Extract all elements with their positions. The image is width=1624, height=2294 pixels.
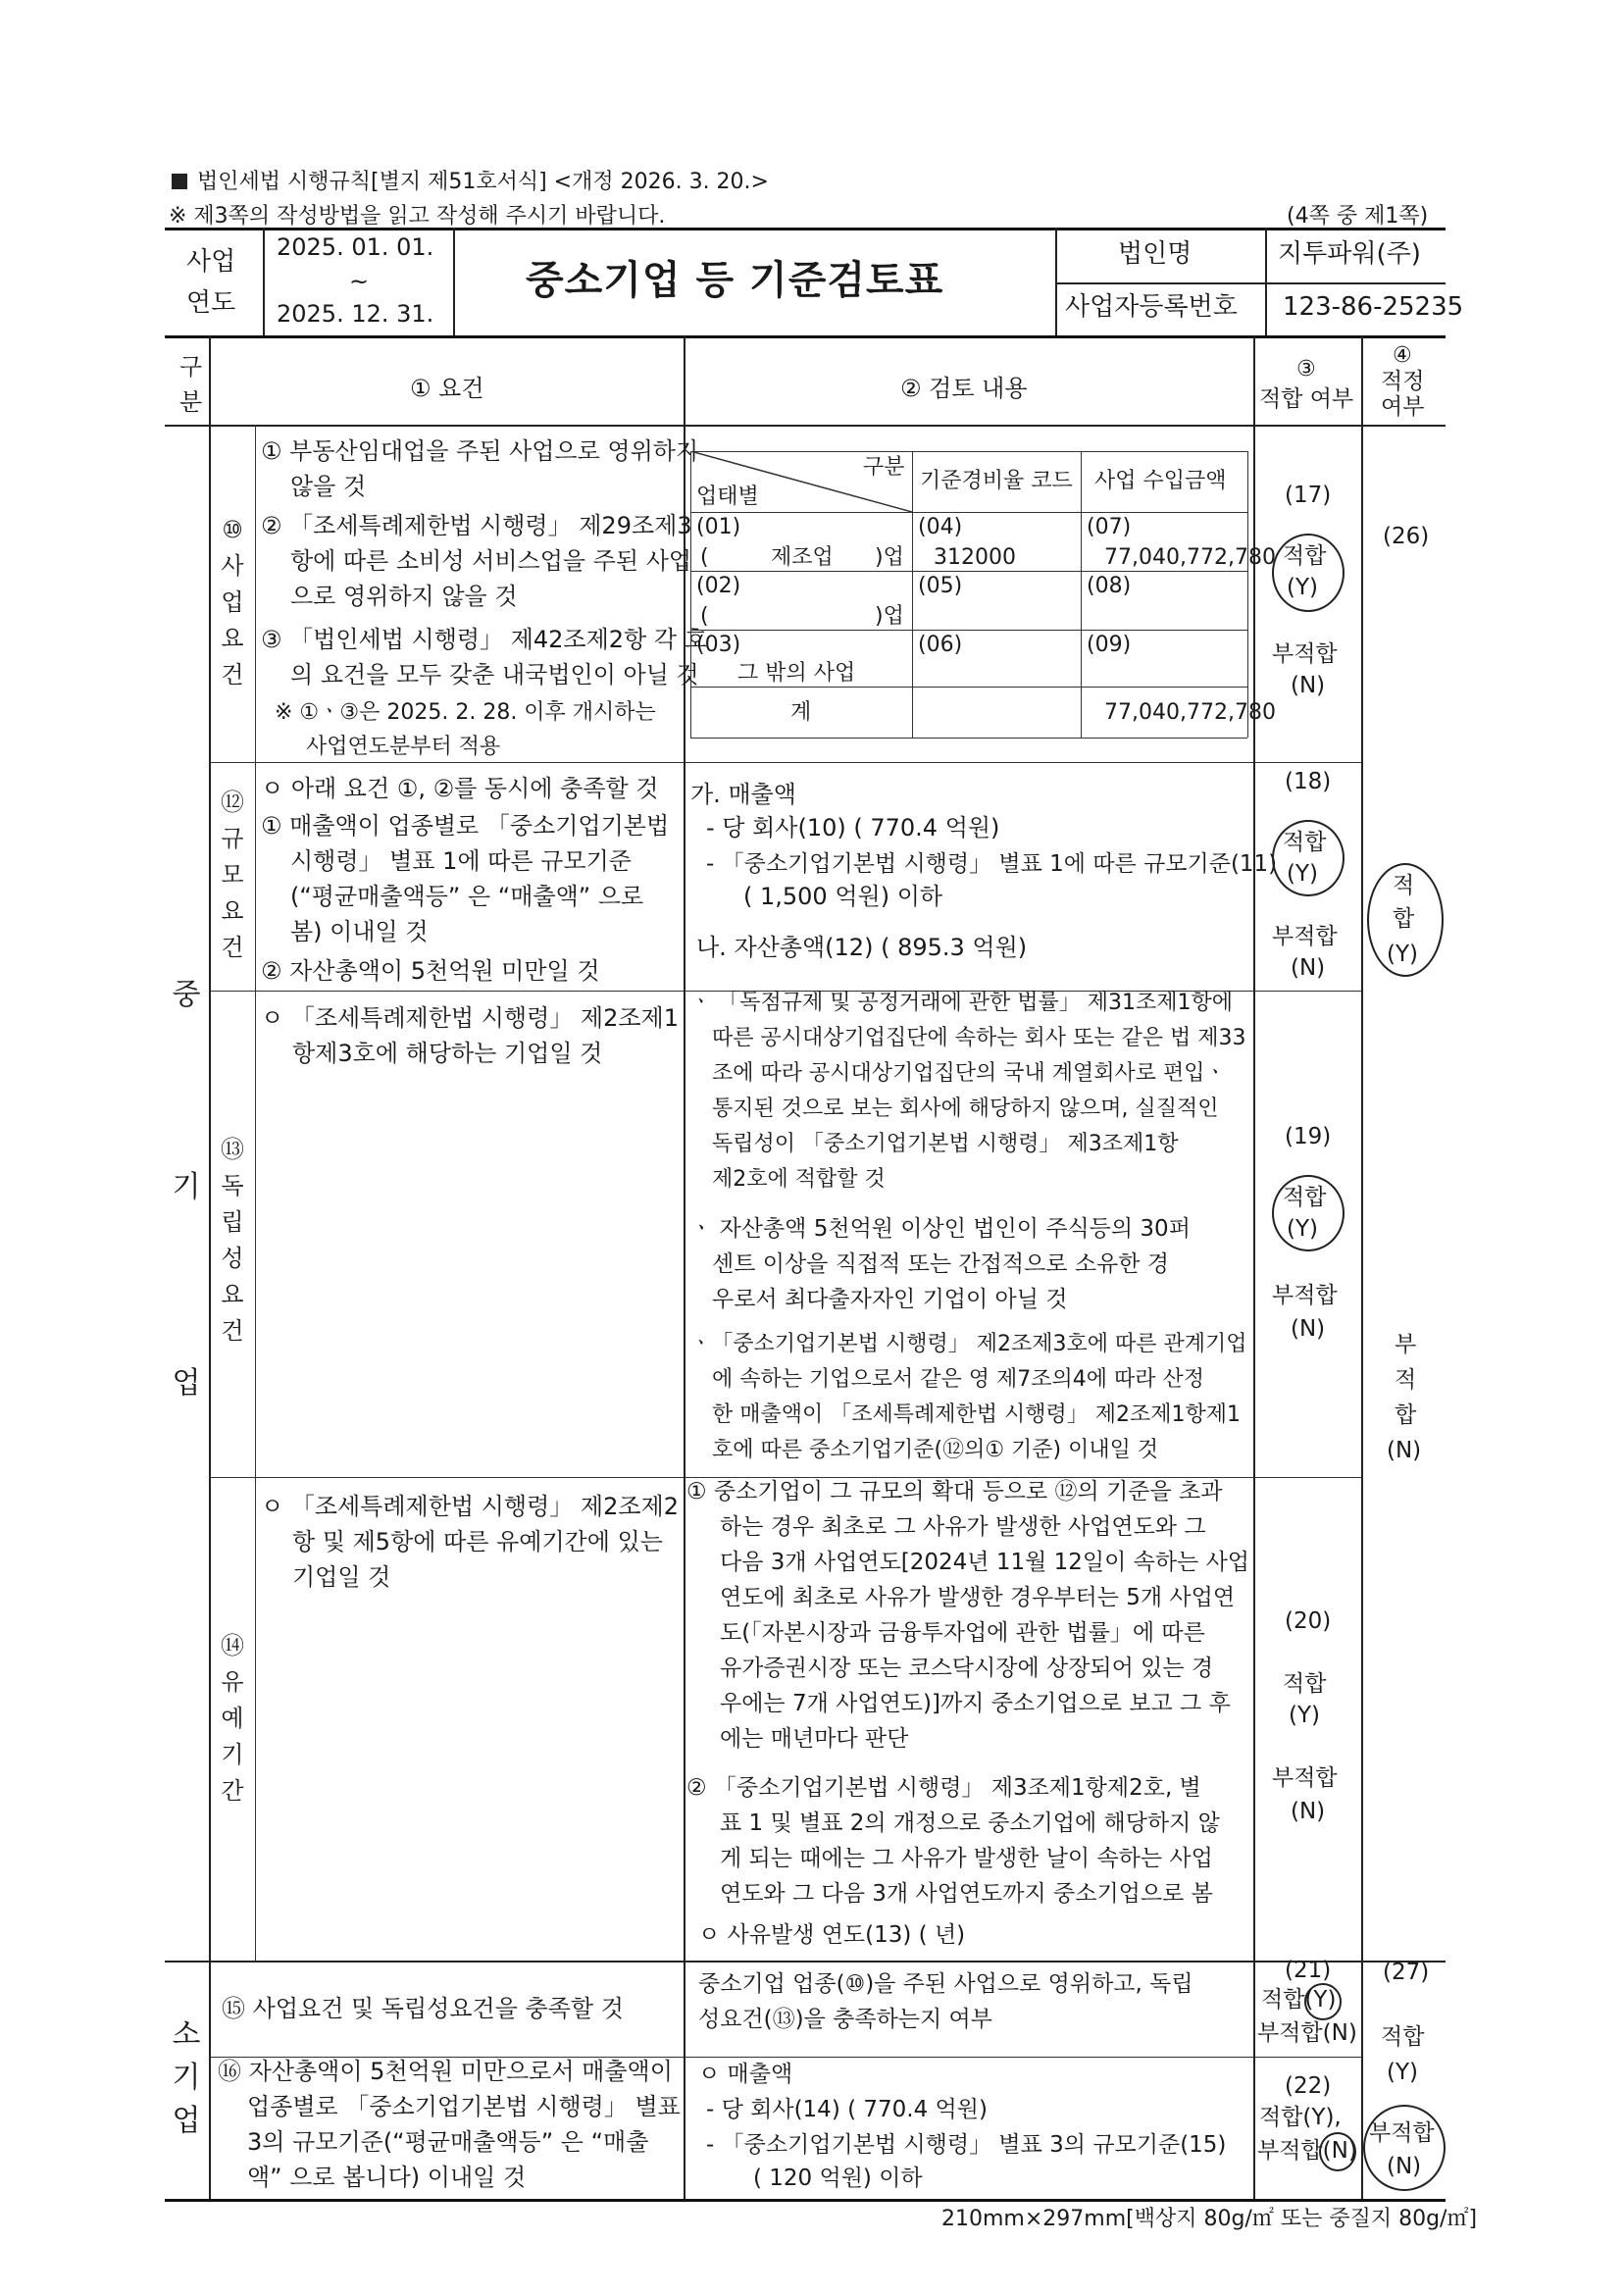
- code-no: (05): [918, 574, 963, 598]
- req-line: ② 「조세특례제한법 시행령」 제29조제3: [261, 512, 692, 539]
- form-title: 중소기업 등 기준검토표: [526, 258, 944, 303]
- proper-fit: 적합: [1381, 2024, 1425, 2050]
- fit-number: (19): [1285, 1124, 1332, 1149]
- row-number: ⑬: [221, 1136, 244, 1163]
- proper-result: 적: [1393, 873, 1415, 898]
- review-line: 가. 매출액: [690, 781, 796, 808]
- row-label: [218, 1132, 247, 1350]
- row-label-char: 예: [221, 1705, 244, 1732]
- corp-name: 지투파워(주): [1278, 239, 1421, 269]
- period-end: 2025. 12. 31.: [277, 300, 434, 328]
- review-line: 중소기업 업종(⑩)을 주된 사업으로 영위하고, 독립: [698, 1971, 1193, 1997]
- review-line: ② 「중소기업기본법 시행령」 제3조제1항제2호, 별: [686, 1775, 1201, 1801]
- review-line: 독립성이 「중소기업기본법 시행령」 제3조제1항: [712, 1132, 1179, 1156]
- req-line: 의 요건을 모두 갖춘 내국법인이 아닐 것: [290, 661, 699, 688]
- selected-mark-circle: [1319, 2132, 1356, 2171]
- fit-yes: 적합(Y): [1261, 1987, 1337, 2013]
- row-no: (03): [696, 633, 741, 657]
- review-line: 게 되는 때에는 그 사유가 발생한 날이 속하는 사업: [720, 1846, 1213, 1871]
- review-line: 도(「자본시장과 금융투자업에 관한 법률」에 따른: [720, 1620, 1205, 1646]
- corp-name-label: 법인명: [1118, 239, 1193, 269]
- section-label-small: 업: [172, 2104, 201, 2138]
- section-label-sme: 업: [172, 1366, 201, 1401]
- inner-table-line: [690, 630, 1247, 631]
- fit-no-code: (N): [1291, 955, 1326, 981]
- row-number: ⑩: [222, 516, 243, 543]
- req-note: 사업연도분부터 적용: [306, 735, 501, 759]
- fit-no: 부적합: [1272, 641, 1338, 667]
- review-line: 우에는 7개 사업연도)]까지 중소기업으로 보고 그 후: [720, 1691, 1231, 1716]
- row-label: [218, 1628, 247, 1810]
- row-label-char: 독: [221, 1172, 244, 1199]
- review-line: - 「중소기업기본법 시행령」 별표 1에 따른 규모기준(11): [706, 851, 1278, 877]
- req-line: (“평균매출액등” 은 “매출액” 으로: [290, 883, 644, 910]
- proper-number: (27): [1383, 1960, 1430, 1985]
- fit-no: 부적합: [1272, 924, 1338, 949]
- fit-no-code: (N): [1291, 1316, 1326, 1342]
- req-line: ㅇ 「조세특례제한법 시행령」 제2조제1: [261, 1004, 680, 1032]
- row-number: ⑫: [221, 789, 244, 816]
- fit-yes-code: (Y): [1287, 861, 1318, 887]
- row-line: [209, 762, 1361, 763]
- review-line: ( 1,500 억원) 이하: [743, 883, 943, 910]
- review-line: - 「중소기업기본법 시행령」 별표 3의 규모기준(15): [706, 2132, 1227, 2158]
- review-line: 하는 경우 최초로 그 사유가 발생한 사업연도와 그: [720, 1514, 1206, 1540]
- row-label-char: 규: [221, 825, 244, 852]
- inner-table-line: [1081, 451, 1082, 738]
- row-label-char: 모: [221, 861, 244, 889]
- req-line: ⑮ 사업요건 및 독립성요건을 충족할 것: [222, 1995, 624, 2022]
- diag-bottom-label: 업태별: [696, 484, 759, 509]
- col-amount-header: 사업 수입금액: [1094, 469, 1227, 493]
- paren: (: [700, 604, 709, 629]
- req-line: ㅇ 「조세특례제한법 시행령」 제2조제2: [261, 1493, 680, 1520]
- req-line: 않을 것: [290, 473, 367, 500]
- gubun-header: 구: [179, 353, 203, 381]
- req-line: 3의 규모기준(“평균매출액등” 은 “매출: [247, 2128, 649, 2156]
- paren: )업: [875, 545, 904, 570]
- review-line: 연도에 최초로 사유가 발생한 경우부터는 5개 사업연: [720, 1585, 1236, 1610]
- expense-code: 312000: [934, 545, 1016, 570]
- fit-no-code: (N): [1291, 673, 1326, 698]
- review-line: ㆍ 자산총액 5천억원 이상인 법인이 주식등의 30퍼: [690, 1216, 1191, 1242]
- review-line: 유가증권시장 또는 코스닥시장에 상장되어 있는 경: [720, 1656, 1214, 1681]
- code-no: (06): [918, 633, 963, 657]
- fit-no: 부적합: [1272, 1283, 1338, 1308]
- section-label-small: 기: [172, 2061, 201, 2095]
- proper-header: 적정: [1381, 369, 1425, 394]
- section-label-sme: 중: [172, 978, 201, 1012]
- review-line: 조에 따라 공시대상기업집단의 국내 계열회사로 편입ㆍ: [712, 1061, 1226, 1086]
- review-line: 호에 따른 중소기업기준(⑫의① 기준) 이내일 것: [712, 1438, 1159, 1462]
- col-code-header: 기준경비율 코드: [920, 469, 1073, 493]
- col-divider: [255, 425, 256, 1961]
- row-label-char: 기: [221, 1741, 244, 1768]
- reg-no: 123-86-25235: [1283, 292, 1464, 322]
- row-label: [218, 785, 247, 966]
- req-line: ① 부동산임대업을 주된 사업으로 영위하지: [261, 437, 699, 465]
- row-label-char: 건: [221, 1317, 244, 1345]
- inner-table-line: [912, 451, 913, 738]
- req-line: 항에 따른 소비성 서비스업을 주된 사업: [290, 547, 692, 575]
- amount-no: (07): [1087, 515, 1132, 539]
- fit-yes-code: (Y): [1289, 1703, 1320, 1728]
- review-line: 나. 자산총액(12) ( 895.3 억원): [696, 934, 1028, 961]
- total-amount: 77,040,772,780: [1104, 700, 1276, 725]
- proper-number: (26): [1383, 524, 1430, 549]
- req-line: 업종별로 「중소기업기본법 시행령」 별표: [247, 2093, 681, 2120]
- title-divider: [1265, 228, 1267, 335]
- fit-number: (18): [1285, 769, 1332, 794]
- review-line: 따른 공시대상기업집단에 속하는 회사 또는 같은 법 제33: [712, 1026, 1246, 1050]
- row-line: [209, 1477, 1361, 1478]
- review-line: 다음 3개 사업연도[2024년 11월 12일이 속하는 사업: [720, 1550, 1250, 1575]
- req-line: 시행령」 별표 1에 따른 규모기준: [290, 847, 632, 875]
- review-line: - 당 회사(10) ( 770.4 억원): [706, 814, 1000, 841]
- inner-table-line: [690, 512, 1247, 513]
- row-label-char: 요: [221, 897, 244, 925]
- row-label-char: 유: [221, 1668, 244, 1696]
- row-label-char: 요: [221, 1281, 244, 1308]
- fit-number: (17): [1285, 483, 1332, 508]
- proper-result: (N): [1387, 1438, 1422, 1463]
- review-line: ㅇ 사유발생 연도(13) ( 년): [698, 1922, 966, 1948]
- title-mid-line: [1055, 282, 1446, 284]
- proper-result: 합: [1393, 906, 1415, 932]
- req-line: ㅇ 아래 요건 ①, ②를 동시에 충족할 것: [261, 775, 659, 802]
- inner-table-line: [1247, 451, 1248, 738]
- review-line: 연도와 그 다음 3개 사업연도까지 중소기업으로 봄: [720, 1881, 1213, 1907]
- row-label-char: 간: [221, 1777, 244, 1805]
- title-divider: [453, 228, 455, 335]
- row-label-char: 업: [221, 588, 244, 616]
- review-line: 표 1 및 별표 2의 개정으로 중소기업에 해당하지 않: [720, 1810, 1220, 1836]
- section-label-small: 소: [172, 2017, 201, 2052]
- fit-header: 적합 여부: [1259, 386, 1354, 412]
- row-label-char: 성: [221, 1245, 244, 1272]
- paper-spec: 210mm×297mm[백상지 80g/㎡ 또는 중질지 80g/㎡]: [941, 2207, 1478, 2231]
- review-line: ㅇ 매출액: [698, 2062, 793, 2087]
- year-label: 연도: [186, 288, 236, 318]
- inner-table-line: [690, 687, 1247, 688]
- req-line: 항 및 제5항에 따른 유예기간에 있는: [292, 1528, 663, 1555]
- fit-yes: 적합: [1283, 1671, 1327, 1697]
- row-label-char: 건: [221, 934, 244, 961]
- review-line: ① 중소기업이 그 규모의 확대 등으로 ⑫의 기준을 초과: [686, 1479, 1223, 1504]
- proper-result: 부: [1395, 1332, 1417, 1357]
- row-label-char: 건: [221, 661, 244, 688]
- row-label-char: 사: [221, 552, 244, 580]
- review-line: 우로서 최다출자자인 기업이 아닐 것: [712, 1287, 1068, 1312]
- req-line: ① 매출액이 업종별로 「중소기업기본법: [261, 812, 670, 840]
- proper-result: (Y): [1387, 942, 1418, 967]
- page-info: (4쪽 중 제1쪽): [1287, 204, 1429, 229]
- row-no: (02): [696, 574, 741, 598]
- row-label-char: 립: [221, 1208, 244, 1236]
- square-bullet-icon: [172, 174, 187, 189]
- req-line: 항제3호에 해당하는 기업일 것: [292, 1040, 603, 1067]
- period-start: 2025. 01. 01.: [277, 233, 434, 261]
- review-line: 센트 이상을 직접적 또는 간접적으로 소유한 경: [712, 1251, 1170, 1277]
- fit-number: (22): [1285, 2073, 1332, 2099]
- col-divider: [209, 335, 211, 2199]
- proper-fit-code: (Y): [1387, 2060, 1418, 2085]
- title-top-border: [165, 228, 1446, 230]
- inner-table-line: [690, 571, 1247, 572]
- fit-yes-code: (Y): [1287, 1216, 1318, 1242]
- inner-table-line: [690, 738, 1247, 739]
- req-line: 봄) 이내일 것: [290, 918, 429, 945]
- fit-no-code: (N): [1291, 1799, 1326, 1824]
- fit-no: 부적합(N): [1257, 2138, 1357, 2164]
- req-line: 으로 영위하지 않을 것: [290, 583, 518, 610]
- req-line: 액” 으로 봅니다) 이내일 것: [247, 2164, 527, 2191]
- fit-yes: 적합: [1283, 543, 1327, 569]
- review-line: 한 매출액이 「조세특례제한법 시행령」 제2조제1항제1: [712, 1402, 1242, 1427]
- col-divider: [1361, 335, 1363, 2199]
- proper-header-num: ④: [1393, 343, 1412, 368]
- main-bottom-border: [165, 2199, 1446, 2202]
- industry-name: 제조업: [771, 545, 834, 570]
- paren: )업: [875, 604, 904, 629]
- fit-number: (21): [1285, 1958, 1332, 1983]
- row-label: [218, 512, 247, 693]
- review-line: ( 120 억원) 이하: [753, 2166, 923, 2191]
- total-label: 계: [790, 700, 812, 725]
- requirement-header: ① 요건: [410, 375, 484, 402]
- row-number: ⑭: [221, 1632, 244, 1659]
- fit-yes: 적합(Y),: [1259, 2105, 1342, 2130]
- req-line: 기업일 것: [292, 1563, 391, 1591]
- proper-unfit: 부적합: [1369, 2120, 1435, 2146]
- review-line: ㆍ「중소기업기본법 시행령」 제2조제3호에 따른 관계기업: [690, 1332, 1247, 1356]
- req-note: ※ ①ㆍ③은 2025. 2. 28. 이후 개시하는: [275, 700, 656, 725]
- diag-top-label: 구분: [863, 455, 905, 480]
- review-line: 성요건(⑬)을 충족하는지 여부: [698, 2007, 992, 2032]
- fit-no: 부적합: [1272, 1765, 1338, 1791]
- col-divider: [684, 335, 685, 2199]
- col-divider: [1253, 335, 1255, 2199]
- review-line: 에는 매년마다 판단: [720, 1726, 909, 1752]
- fit-number: (20): [1285, 1608, 1332, 1634]
- row-label-char: 요: [221, 625, 244, 652]
- amount-no: (08): [1087, 574, 1132, 598]
- fit-no: 부적합(N): [1257, 2020, 1357, 2046]
- period-separator: ~: [349, 268, 370, 295]
- req-line: ③ 「법인세법 시행령」 제42조제2항 각 호: [261, 626, 707, 653]
- proper-result: 적: [1395, 1367, 1417, 1393]
- fit-yes: 적합: [1283, 830, 1327, 855]
- selected-mark-circle: [1304, 1983, 1342, 2020]
- title-divider: [263, 228, 265, 335]
- proper-result: 합: [1395, 1402, 1417, 1428]
- year-label: 사업: [186, 247, 236, 277]
- proper-header: 여부: [1381, 394, 1425, 420]
- paren: (: [700, 545, 709, 570]
- review-header: ② 검토 내용: [900, 375, 1028, 402]
- req-line: ② 자산총액이 5천억원 미만일 것: [261, 957, 600, 985]
- instruction-note: ※ 제3쪽의 작성방법을 읽고 작성해 주시기 바랍니다.: [169, 204, 666, 229]
- industry-name: 그 밖의 사업: [737, 661, 856, 686]
- gubun-header: 분: [179, 388, 203, 416]
- fit-header-num: ③: [1296, 357, 1316, 382]
- review-line: 에 속하는 기업으로서 같은 영 제7조의4에 따라 산정: [712, 1367, 1204, 1392]
- fit-yes-code: (Y): [1287, 575, 1318, 600]
- proper-unfit-code: (N): [1387, 2154, 1422, 2179]
- income-amount: 77,040,772,780: [1104, 545, 1276, 570]
- req-line: ⑯ 자산총액이 5천억원 미만으로서 매출액이: [218, 2058, 673, 2085]
- review-line: 통지된 것으로 보는 회사에 해당하지 않으며, 실질적인: [712, 1096, 1219, 1121]
- code-no: (04): [918, 515, 963, 539]
- form-reference: [172, 172, 769, 193]
- section-label-sme: 기: [172, 1170, 201, 1204]
- review-line: ㆍ 「독점규제 및 공정거래에 관한 법률」 제31조제1항에: [690, 991, 1233, 1015]
- fit-yes: 적합: [1283, 1185, 1327, 1210]
- form-reference-text: 법인세법 시행규칙[별지 제51호서식] <개정 2026. 3. 20.>: [197, 170, 769, 194]
- review-line: - 당 회사(14) ( 770.4 억원): [706, 2097, 988, 2122]
- amount-no: (09): [1087, 633, 1132, 657]
- row-no: (01): [696, 515, 741, 539]
- review-line: 제2호에 적합할 것: [712, 1167, 886, 1192]
- title-divider: [1055, 228, 1057, 335]
- reg-no-label: 사업자등록번호: [1065, 292, 1238, 322]
